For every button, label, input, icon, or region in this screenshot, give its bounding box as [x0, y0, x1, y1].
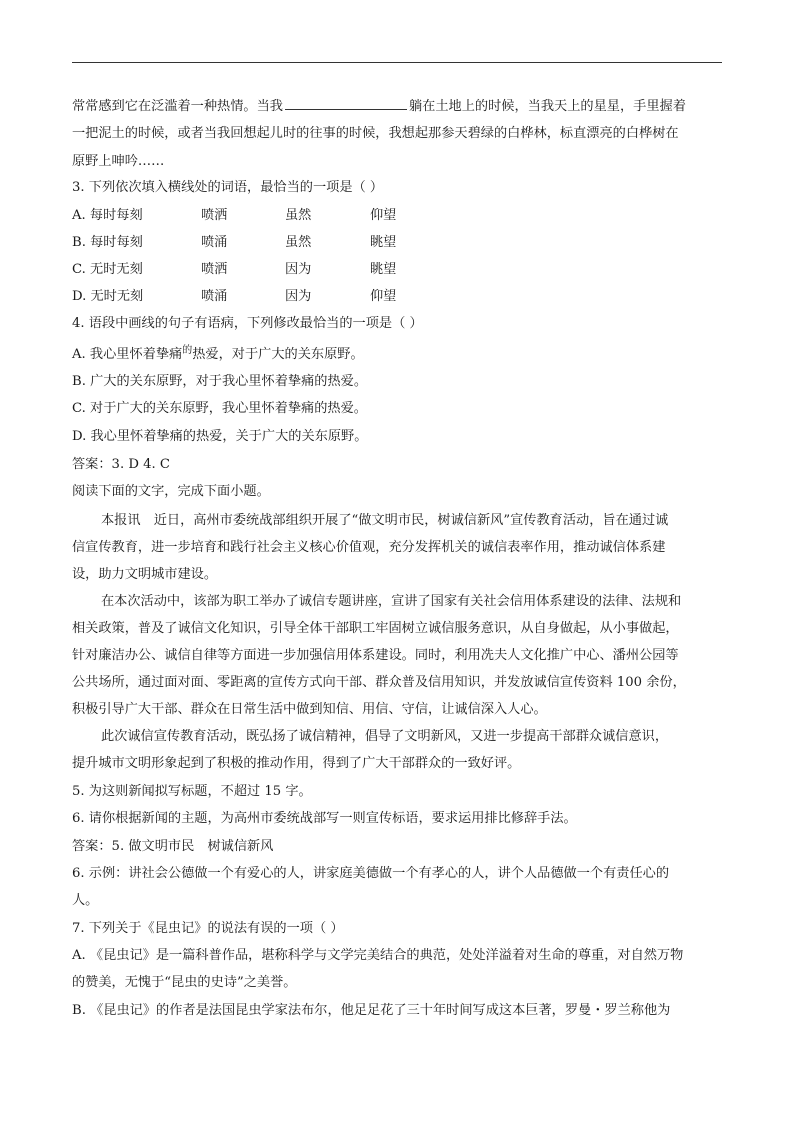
option-word: 喷涌 — [201, 289, 228, 304]
answer-3-4: 答案：3. D 4. C — [72, 457, 170, 472]
option-word: 虽然 — [285, 208, 312, 223]
option-word: 喷洒 — [201, 208, 228, 223]
option-word: 因为 — [285, 289, 312, 304]
question-3-option-c — [72, 261, 472, 279]
answer-5: 答案：5. 做文明市民 树诚信新风 — [72, 839, 274, 854]
option-word: 虽然 — [285, 235, 312, 250]
question-4-option-b: B. 广大的关东原野，对于我心里怀着挚痛的热爱。 — [72, 374, 368, 389]
news-line: 设，助力文明城市建设。 — [72, 567, 218, 582]
news-line: 此次诚信宣传教育活动，既弘扬了诚信精神，倡导了文明新风，又进一步提高干部群众诚信意识， — [101, 729, 669, 744]
reading-instruction: 阅读下面的文字，完成下面小题。 — [72, 484, 270, 499]
option-label: C. 无时无刻 — [72, 262, 143, 277]
option-text-raised: 的 — [182, 345, 193, 356]
question-7-option-a: A. 《昆虫记》是一篇科普作品，堪称科学与文学完美结合的典范，处处洋溢着对生命的尊重，对自然万物 — [72, 948, 684, 963]
question-4-option-a — [72, 346, 364, 365]
question-4-stem: 4. 语段中画线的句子有语病，下列修改最恰当的一项是（ ） — [72, 316, 423, 331]
news-line: 公共场所，通过面对面、零距离的宣传方式向干部、群众普及信用知识，并发放诚信宣传资料 100 余份， — [72, 675, 686, 690]
question-3-option-b — [72, 234, 472, 252]
question-6: 6. 请你根据新闻的主题，为高州市委统战部写一则宣传标语，要求运用排比修辞手法。 — [72, 811, 577, 826]
header-rule — [72, 62, 722, 63]
news-line: 信宣传教育，进一步培育和践行社会主义核心价值观，充分发挥机关的诚信表率作用，推动诚信体系建 — [72, 540, 666, 555]
question-4-option-d: D. 我心里怀着挚痛的热爱，关于广大的关东原野。 — [72, 429, 368, 444]
answer-6-line-2: 人。 — [72, 893, 99, 908]
option-word: 仰望 — [370, 208, 397, 223]
option-word: 眺望 — [370, 262, 397, 277]
question-7-option-b: B. 《昆虫记》的作者是法国昆虫学家法布尔，他足足花了三十年时间写成这本巨著，罗曼・罗兰称他为 — [72, 1003, 671, 1018]
option-label: D. 无时无刻 — [72, 289, 144, 304]
option-word: 喷涌 — [201, 235, 228, 250]
question-3-option-d — [72, 288, 472, 306]
news-line: 相关政策，普及了诚信文化知识，引导全体干部职工牢固树立诚信服务意识，从自身做起，从小事做起， — [72, 621, 679, 636]
option-text: 热爱，对于广大的关东原野。 — [192, 347, 364, 362]
question-3-option-a — [72, 207, 472, 225]
news-line: 积极引导广大干部、群众在日常生活中做到知信、用信、守信，让诚信深入人心。 — [72, 702, 547, 717]
option-label: B. 每时每刻 — [72, 235, 143, 250]
passage-text: 躺在土地上的时候，当我天上的星星，手里握着 — [409, 99, 686, 114]
passage-text: 常常感到它在泛滥着一种热情。当我 — [72, 99, 283, 114]
question-7-stem: 7. 下列关于《昆虫记》的说法有误的一项（ ） — [72, 921, 344, 936]
news-line: 本报讯 近日，高州市委统战部组织开展了“做文明市民，树诚信新风”宣传教育活动，旨在通过诚 — [101, 513, 669, 528]
option-word: 因为 — [285, 262, 312, 277]
answer-6-line-1: 6. 示例：讲社会公德做一个有爱心的人，讲家庭美德做一个有孝心的人，讲个人品德做一个有责任心的 — [72, 866, 670, 881]
option-label: A. 每时每刻 — [72, 208, 143, 223]
passage-line-2: 一把泥土的时候，或者当我回想起儿时的往事的时候，我想起那参天碧绿的白桦林，标直漂亮的白桦树在 — [72, 126, 679, 141]
question-5: 5. 为这则新闻拟写标题，不超过 15 字。 — [72, 784, 312, 799]
option-word: 眺望 — [370, 235, 397, 250]
news-line: 提升城市文明形象起到了积极的推动作用，得到了广大干部群众的一致好评。 — [72, 756, 521, 771]
news-line: 针对廉洁办公、诚信自律等方面进一步加强信用体系建设。同时，利用冼夫人文化推广中心、潘州公园等 — [72, 648, 679, 663]
news-line: 在本次活动中，该部为职工举办了诚信专题讲座，宣讲了国家有关社会信用体系建设的法律、法规和 — [101, 594, 682, 609]
option-text: A. 我心里怀着挚痛 — [72, 347, 183, 362]
option-word: 仰望 — [370, 289, 397, 304]
question-3-stem: 3. 下列依次填入横线处的词语，最恰当的一项是（ ） — [72, 180, 384, 195]
fill-blank — [285, 97, 407, 110]
passage-line-3: 原野上呻吟…… — [72, 154, 165, 169]
passage-line-1 — [72, 97, 686, 116]
question-7-option-a-cont: 的赞美，无愧于“昆虫的史诗”之美誉。 — [72, 975, 297, 990]
option-word: 喷洒 — [201, 262, 228, 277]
question-4-option-c: C. 对于广大的关东原野，我心里怀着挚痛的热爱。 — [72, 401, 367, 416]
